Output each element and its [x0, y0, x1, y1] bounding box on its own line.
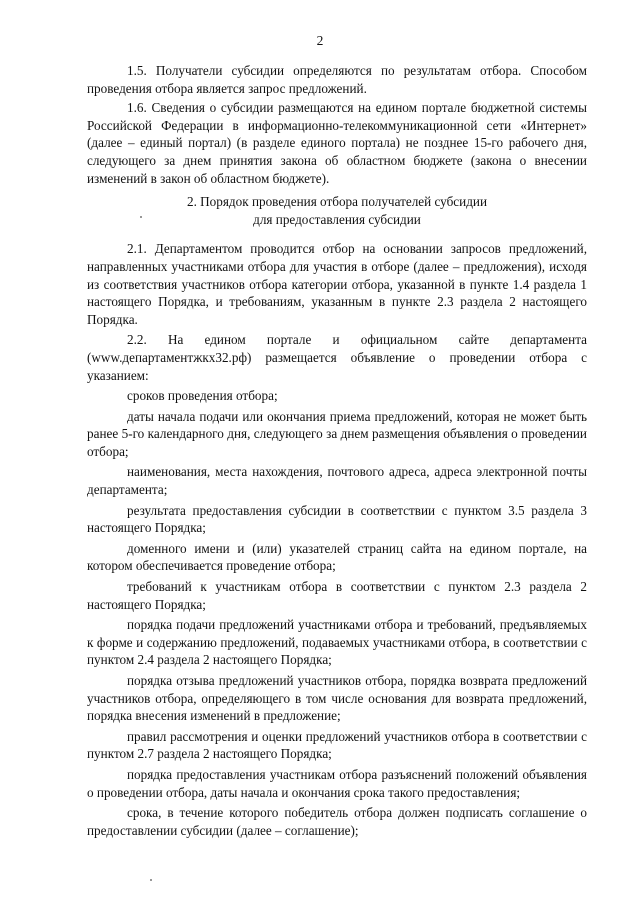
scan-speck [140, 216, 142, 218]
section-2-heading [87, 193, 587, 228]
section-2-title-line-1: 2. Порядок проведения отбора получателей субсидии [186, 194, 488, 210]
page-number: 2 [316, 33, 324, 48]
paragraph-2-1: 2.1. Департаментом проводится отбор на основании запросов предложений, направленных участниками отбора для участия в отборе (далее – предложения), исходя из соответствия участников отбора категории отбора, указанной в пункте 1.4 раздела 1 настоящего Порядка, и требованиям, указанным в пункте 2.3 раздела 2 настоящего Порядка. [87, 241, 587, 327]
list-item: требований к участникам отбора в соответствии с пунктом 2.3 раздела 2 настоящего Порядка; [87, 579, 587, 612]
section-2-title-line-2: для предоставления субсидии [253, 211, 421, 227]
paragraph-1-6: 1.6. Сведения о субсидии размещаются на едином портале бюджетной системы Российской Федерации в информационно-телекоммуникационной сети «Интернет» (далее – единый портал) (в разделе единого портала) не позднее 15-го рабочего дня, следующего за днем принятия закона об областном бюджете (закона о внесении изменений в закон об областном бюджете). [87, 100, 587, 186]
list-item: сроков проведения отбора; [127, 388, 278, 404]
list-item: порядка предоставления участникам отбора разъяснений положений объявления о проведении отбора, даты начала и окончания срока такого предоставления; [87, 766, 587, 800]
scan-speck [150, 879, 152, 881]
list-item: наименования, места нахождения, почтового адреса, адреса электронной почты департамента; [87, 464, 587, 498]
document-body [87, 62, 587, 839]
paragraph-2-2: 2.2. На едином портале и официальном сайте департамента (www.департаментжкх32.рф) размещается объявление о проведении отбора с указанием: [87, 332, 587, 383]
list-item: порядка отзыва предложений участников отбора, порядка возврата предложений участников отбора, определяющего в том числе основания для возврата предложений, порядка внесения изменений в предложение; [87, 673, 587, 724]
list-item: доменного имени и (или) указателей страниц сайта на едином портале, на котором обеспечивается проведение отбора; [87, 540, 587, 574]
paragraph-1-5: 1.5. Получатели субсидии определяются по результатам отбора. Способом проведения отбора является запрос предложений. [87, 63, 587, 96]
list-item: правил рассмотрения и оценки предложений участников отбора в соответствии с пунктом 2.7 раздела 2 настоящего Порядка; [87, 728, 587, 762]
list-item: результата предоставления субсидии в соответствии с пунктом 3.5 раздела 3 настоящего Порядка; [87, 502, 587, 536]
list-item: срока, в течение которого победитель отбора должен подписать соглашение о предоставлении субсидии (далее – соглашение); [87, 805, 587, 838]
list-item: даты начала подачи или окончания приема предложений, которая не может быть ранее 5-го календарного дня, следующего за днем размещения объявления о проведении отбора; [87, 408, 587, 459]
list-item: порядка подачи предложений участниками отбора и требований, предъявляемых к форме и содержанию предложений, подаваемых участниками отбора, в соответствии с пунктом 2.4 раздела 2 настоящего Порядка; [87, 617, 587, 668]
